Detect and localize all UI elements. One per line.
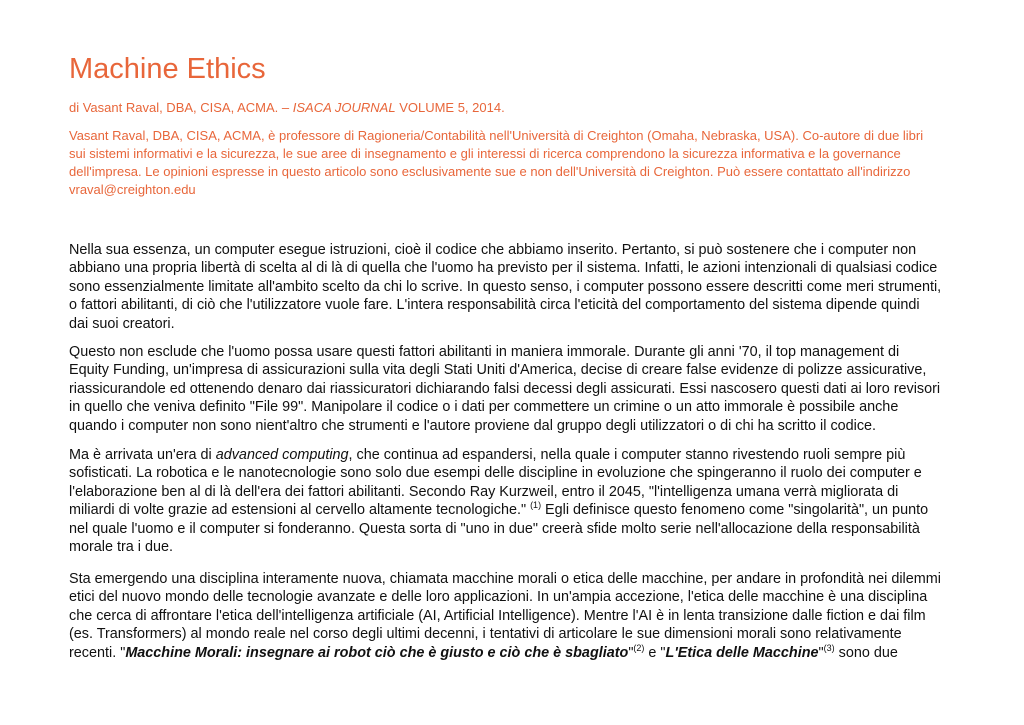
author-bio <box>69 127 959 199</box>
paragraph-line: Nella sua essenza, un computer esegue istruzioni, cioè il codice che abbiamo inserito. Pertanto, si può sostenere che i computer non <box>69 242 917 258</box>
text-run: recenti. " <box>69 644 126 661</box>
paragraph-line: morale tra i due. <box>69 539 173 556</box>
document-title: Machine Ethics <box>69 53 266 85</box>
paragraph-line: sofisticati. La robotica e le nanotecnologie sono solo due esempi delle discipline in evoluzione che spingeranno il ruolo dei computer e <box>69 465 922 482</box>
footnote-ref-3: (3) <box>823 642 835 653</box>
author-bio-line: Vasant Raval, DBA, CISA, ACMA, è professore di Ragioneria/Contabilità nell'Università di Creighton (Omaha, Nebraska, USA). Co-autore di due libri <box>69 128 924 143</box>
footnote-ref-2: (2) <box>633 642 645 653</box>
paragraph-line: sono essenzialmente limitate all'ambito scelto da chi lo scrive. In questo senso, i computer possono essere descritti come meri strumenti, <box>69 278 942 295</box>
text-run: e " <box>644 644 666 661</box>
book-title-2: L'Etica delle Macchine <box>665 644 819 661</box>
byline-author: di Vasant Raval, DBA, CISA, ACMA. – <box>69 100 293 115</box>
paragraph-line: Questo non esclude che l'uomo possa usare questi fattori abilitanti in maniera immorale. Durante gli anni '70, il top management di <box>69 344 900 360</box>
italic-term: advanced computing <box>215 447 349 463</box>
paragraph-line <box>69 501 959 519</box>
paragraph-line <box>69 446 959 464</box>
author-bio-line: sui sistemi informativi e la sicurezza, le sue aree di insegnamento e gli interessi di ricerca comprendono la sicurezza informativa e la governance <box>69 146 901 161</box>
text-run: " <box>818 644 824 661</box>
paragraph-line: nel quale l'uomo e il computer si fonderanno. Questa sorta di "uno in due" creerà sfide molto serie nell'allocazione della responsabilità <box>69 520 920 537</box>
paragraph-line: quando i computer non sono nient'altro che strumenti e l'autore proviene dal gruppo degli utilizzatori o di chi ha scritto il codice. <box>69 417 877 434</box>
paragraph-line: o fattori abilitanti, di ciò che l'utilizzatore vuole fare. L'intera responsabilità circa l'eticità del comportamento del sistema dipende quindi <box>69 297 920 314</box>
paragraph-line: Equity Funding, un'impresa di assicurazioni sulla vita degli Stati Uniti d'America, decise di creare false evidenze di polizze assicurative, <box>69 362 927 379</box>
paragraph-line: etici del nuovo mondo delle tecnologie avanzate e delle loro applicazioni. In un'ampia accezione, l'etica delle macchine è una disciplina <box>69 589 928 606</box>
paragraph-line: l'elaborazione ben al di là dell'era dei fattori abilitanti. Secondo Ray Kurzweil, entro il 2045, "l'intelligenza umana verrà migliorata di <box>69 483 899 500</box>
author-bio-line: dell'impresa. Le opinioni espresse in questo articolo sono esclusivamente sue e non dell'Università di Creighton. Può essere contattato all'indirizzo <box>69 164 911 179</box>
text-run: Egli definisce questo fenomeno come "singolarità", un punto <box>541 502 929 519</box>
paragraph-4 <box>69 570 959 662</box>
paragraph-line: (es. Transformers) al mondo reale nel corso degli ultimi decenni, i tentativi di articolare le sue dimensioni morali sono relativamente <box>69 626 902 643</box>
paragraph-3 <box>69 446 959 556</box>
paragraph-line: in quello che veniva definito "File 99". Manipolare il codice o i dati per commettere un crimine o un atto immorale è possibile anche <box>69 399 899 416</box>
paragraph-line: dai suoi creatori. <box>69 315 175 332</box>
paragraph-line: Sta emergendo una disciplina interamente nuova, chiamata macchine morali o etica delle macchine, per andare in profondità nei dilemmi <box>69 571 941 587</box>
paragraph-1 <box>69 241 959 333</box>
book-title-1: Macchine Morali: insegnare ai robot ciò che è giusto e ciò che è sbagliato <box>125 644 629 661</box>
paragraph-line <box>69 644 959 662</box>
text-run: " <box>628 644 634 661</box>
text-run: Ma è arrivata un'era di <box>69 447 216 463</box>
author-email: vraval@creighton.edu <box>69 182 196 197</box>
byline-volume: VOLUME 5, 2014. <box>395 100 505 115</box>
paragraph-line: che cerca di affrontare l'etica dell'intelligenza artificiale (AI, Artificial Intelligence). Mentre l'AI è in lenta transizione dalle fiction e dai film <box>69 607 926 624</box>
paragraph-line: riassicurandole ed ottenendo denaro dai riassicuratori dichiarando falsi decessi degli assicurati. Essi nascosero questi dati ai loro revisori <box>69 380 941 397</box>
text-run: , che continua ad espandersi, nella quale i computer stanno rivestendo ruoli sempre più <box>348 447 906 463</box>
text-run: sono due <box>834 644 898 661</box>
paragraph-2 <box>69 343 959 435</box>
byline-journal: ISACA JOURNAL <box>292 100 396 115</box>
footnote-ref-1: (1) <box>530 500 542 511</box>
byline <box>69 100 505 116</box>
paragraph-line: abbiano una propria libertà di scelta al di là di quella che l'uomo ha previsto per il sistema. Infatti, le azioni intenzionali di qualsiasi codice <box>69 260 938 277</box>
text-run: miliardi di volte grazie ad estensioni al cervello altamente tecnologiche." <box>69 502 531 519</box>
